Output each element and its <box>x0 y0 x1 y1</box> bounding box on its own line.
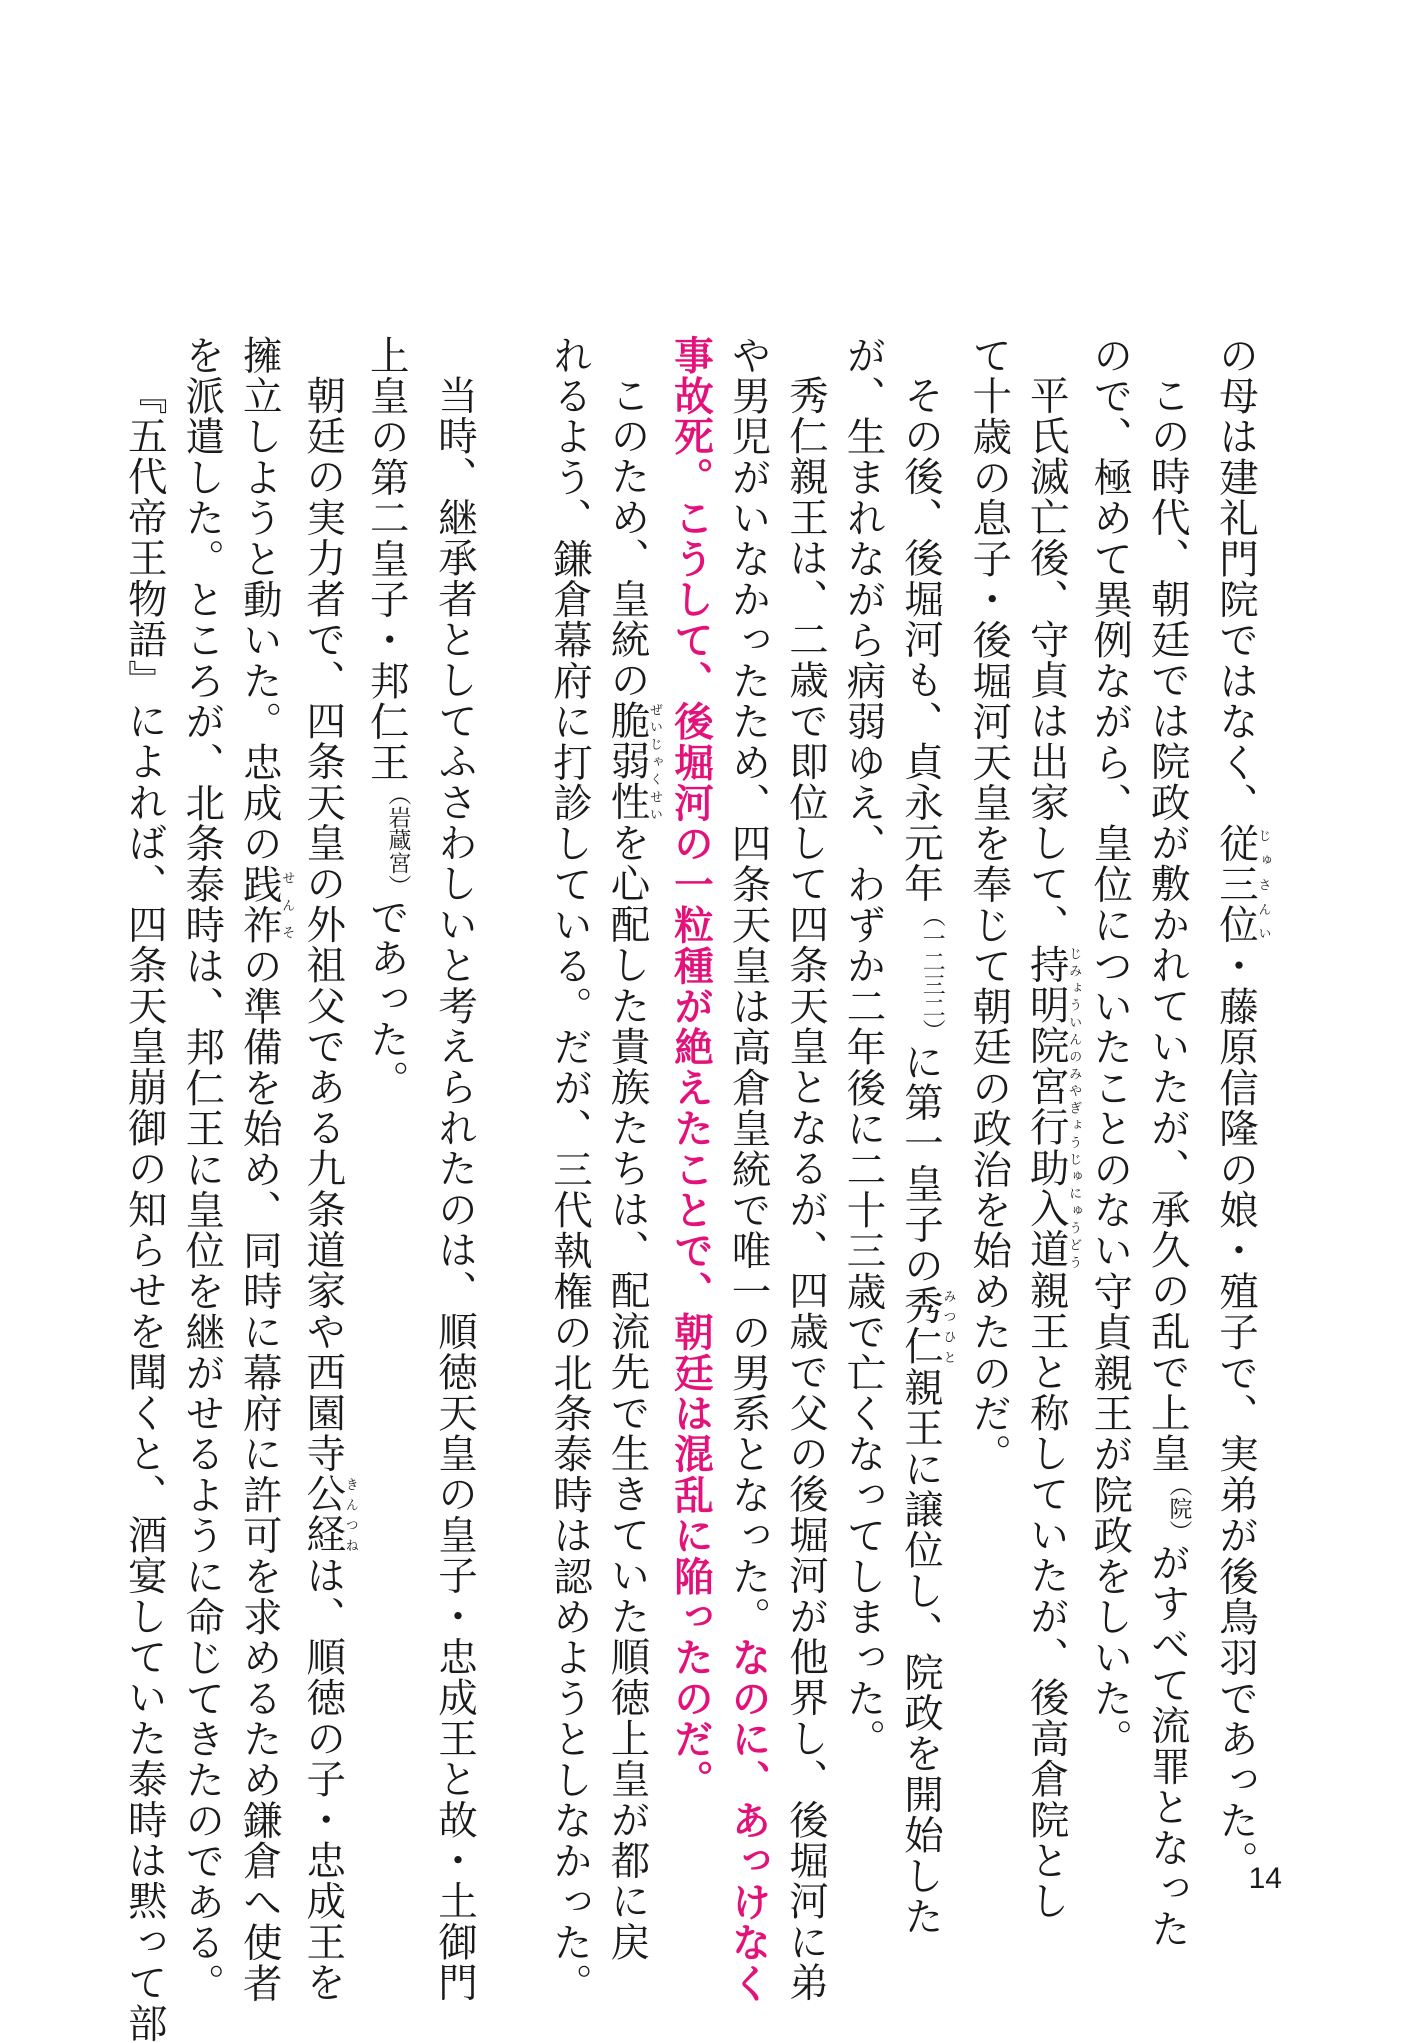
text-line <box>541 335 599 1710</box>
text-line <box>598 335 662 1710</box>
text-line <box>1138 335 1206 1710</box>
text-segment: て十歳の息子・後堀河天皇を奉じて朝廷の政治を始めたのだ。 <box>966 335 1012 1475</box>
ruby-base: 従三位 <box>1213 823 1259 945</box>
text-segment: を心配した貴族たちは、配流先で生きていた順徳上皇が都に戻 <box>605 822 651 1962</box>
text-line <box>1081 335 1139 1710</box>
ruby-word <box>898 1285 944 1366</box>
text-segment: の母は建礼門院ではなく、 <box>1213 335 1259 823</box>
text-line <box>719 335 777 1710</box>
text-segment: ・藤原信隆の娘・殖子で、実弟が後鳥羽であった。 <box>1213 946 1259 1882</box>
text-line <box>230 335 294 1710</box>
furigana: じゅさんい <box>1256 823 1271 945</box>
inline-note: （院） <box>1166 1473 1192 1542</box>
ruby-word <box>237 864 283 945</box>
ruby-base: 秀仁 <box>898 1285 944 1366</box>
text-segment: 秀仁親王は、二歳で即位して四条天皇となるが、四歳で父の後堀河が他界し、後堀河に弟 <box>783 375 829 2003</box>
text-segment: であった。 <box>364 897 410 1101</box>
text-line <box>115 335 173 1710</box>
text-line <box>892 335 960 1710</box>
ruby-word <box>1024 944 1070 1270</box>
furigana: ぜいじゃくせい <box>647 700 662 822</box>
text-line <box>426 335 484 1710</box>
text-segment: 当時、継承者としてふさわしいと考えられたのは、順徳天皇の皇子・忠成王と故・土御門 <box>432 375 478 2003</box>
ruby-word <box>300 1473 346 1554</box>
furigana: みつひと <box>941 1285 956 1366</box>
ruby-base: 践祚 <box>237 864 283 945</box>
inline-note: （岩蔵宮） <box>385 783 411 898</box>
text-segment: を派遣した。ところが、北条泰時は、邦仁王に皇位を継がせるように命じてきたのである。 <box>179 335 225 2004</box>
furigana: せんそ <box>279 864 294 945</box>
text-line <box>1207 335 1271 1710</box>
paragraph-gap <box>483 335 541 1710</box>
text-segment: は、順徳の子・忠成王を <box>300 1555 346 2003</box>
vertical-body-text <box>150 335 1270 1710</box>
inline-note: （一二三二） <box>919 904 945 1041</box>
furigana: じみょういんのみやぎょうじゅにゅうどう <box>1066 944 1081 1270</box>
text-segment: 平氏滅亡後、守貞は出家して、 <box>1024 375 1070 945</box>
highlighted-text: なのに、あっけなく <box>726 1637 772 2003</box>
ruby-word <box>1213 823 1259 945</box>
text-line <box>294 335 358 1710</box>
ruby-word <box>605 700 651 822</box>
highlighted-text: 事故死。こうして、後堀河の一粒種が絶えたことで、朝廷は混乱に陥ったのだ。 <box>668 335 714 1800</box>
text-segment: 上皇の第二皇子・邦仁王 <box>364 335 410 783</box>
page-number: 14 <box>1249 1862 1282 1896</box>
text-line <box>960 335 1018 1710</box>
text-segment: れるよう、鎌倉幕府に打診している。だが、三代執権の北条泰時は認めようとしなかった。 <box>547 335 593 2004</box>
text-segment: がすべて流罪となった <box>1145 1542 1191 1949</box>
text-line <box>834 335 892 1710</box>
ruby-base: 公経 <box>300 1473 346 1554</box>
text-segment: 親王に譲位し、院政を開始した <box>898 1367 944 1937</box>
text-segment: 親王と称していたが、後高倉院とし <box>1024 1270 1070 1921</box>
text-segment: や男児がいなかったため、四条天皇は高倉皇統で唯一の男系となった。 <box>726 335 772 1637</box>
text-segment: ので、極めて異例ながら、皇位についたことのない守貞親王が院政をしいた。 <box>1087 335 1133 1760</box>
text-segment: に第一皇子の <box>898 1041 944 1285</box>
text-line <box>173 335 231 1710</box>
text-line <box>777 335 835 1710</box>
text-segment: 朝廷の実力者で、四条天皇の外祖父である九条道家や西園寺 <box>300 375 346 1474</box>
text-segment: の準備を始め、同時に幕府に許可を求めるため鎌倉へ使者 <box>237 946 283 2004</box>
text-line <box>357 335 425 1710</box>
text-segment: 擁立しようと動いた。忠成の <box>237 335 283 864</box>
ruby-base: 脆弱性 <box>605 700 651 822</box>
text-segment: このため、皇統の <box>605 375 651 701</box>
text-line <box>1017 335 1081 1710</box>
furigana: きんつね <box>343 1473 358 1554</box>
text-segment: 『五代帝王物語』によれば、四条天皇崩御の知らせを聞くと、酒宴していた泰時は黙って部 <box>122 375 168 2043</box>
ruby-base: 持明院宮行助入道 <box>1024 944 1070 1270</box>
text-segment: が、生まれながら病弱ゆえ、わずか二年後に二十三歳で亡くなってしまった。 <box>841 335 887 1760</box>
text-segment: この時代、朝廷では院政が敷かれていたが、承久の乱で上皇 <box>1145 375 1191 1474</box>
text-segment: その後、後堀河も、貞永元年 <box>898 375 944 904</box>
text-line <box>662 335 720 1710</box>
